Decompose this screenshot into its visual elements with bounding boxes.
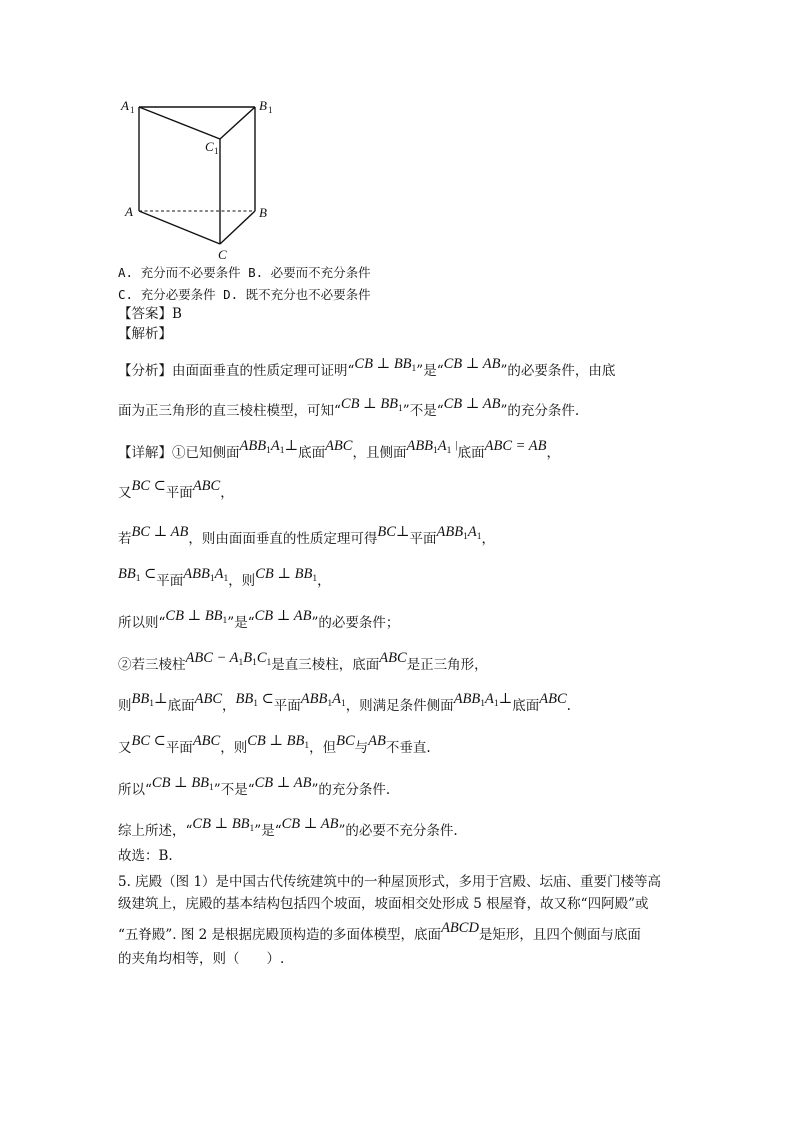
label-a1-sub: 1 (130, 105, 135, 115)
math-bc-subset: BC ⊂ (131, 733, 166, 749)
quote: ” (402, 403, 410, 419)
label-b: B (259, 205, 267, 220)
quote: “ (436, 363, 444, 379)
xiangjie-line-1: 【详解】①已知侧面$ABB_1A_1\perp$底面ABC，且侧面$ABB_1A_1$ |底面ABC = AB， (118, 438, 560, 461)
prism-figure (112, 92, 292, 267)
quote: ” (500, 363, 508, 379)
label-c1: C (205, 139, 214, 154)
text: 平面 (409, 531, 437, 547)
text: ， (317, 573, 331, 589)
text: 平面 (273, 698, 301, 714)
text: 又 (118, 740, 132, 756)
label-b1-sub: 1 (268, 105, 273, 115)
text: 平面 (156, 573, 184, 589)
text: . (566, 698, 571, 714)
math-cb-perp-bb1: CB ⊥ $BB_1$ (247, 733, 310, 751)
text: 的必要不充分条件. (345, 823, 458, 839)
math-perp: ⊥ (395, 524, 410, 540)
math-bb1-subset: $BB_1$ ⊂ (235, 691, 274, 709)
text: 是 (423, 363, 437, 379)
analysis-title: 【解析】 (118, 326, 172, 342)
math-abb1a1: $ABB_1A_1$ (436, 524, 482, 542)
text: ，则 (228, 573, 256, 589)
question-5-line-4: 的夹角均相等，则（ ）. (118, 951, 285, 967)
text: 【详解】①已知侧面 (118, 445, 240, 461)
math-cb-perp-ab: CB ⊥ AB (254, 775, 312, 791)
math-cb-perp-bb1: CB ⊥ $BB_1$ (165, 608, 228, 626)
label-a: A (125, 204, 133, 219)
text: 综上所述， (118, 823, 186, 839)
text: 是矩形，且四个侧面与底面 (478, 927, 641, 943)
xiangjie-line-9 (118, 775, 391, 804)
math-cb-perp-ab: CB ⊥ AB (443, 396, 501, 412)
quote: “ (247, 782, 255, 798)
text: 的充分条件. (507, 403, 580, 419)
options-line-1: A. 充分而不必要条件 B. 必要而不充分条件 (118, 265, 371, 280)
text: ， (546, 445, 560, 461)
question-5-line-1: 5. 庑殿（图 1）是中国古代传统建筑中的一种屋顶形式，多用于宫殿、坛庙、重要门楼等高 (118, 874, 662, 890)
fenxi-line-1 (118, 356, 616, 385)
text: ，则由面面垂直的性质定理可得 (188, 531, 378, 547)
text: “五脊殿”. 图 2 是根据庑殿顶构造的多面体模型，底面 (118, 927, 442, 943)
text: 的充分条件. (318, 782, 391, 798)
math-bc-perp-ab: BC ⊥ AB (131, 524, 189, 540)
edge-a1-c1 (139, 107, 220, 139)
xiangjie-line-8 (118, 733, 431, 762)
quote: “ (334, 403, 341, 419)
text: ，则满足条件侧面 (345, 698, 454, 714)
edge-b1-c1 (220, 107, 255, 139)
text: ， (220, 485, 234, 501)
text: 平面 (165, 740, 193, 756)
text: 是正三角形， (406, 657, 488, 673)
math-bc: BC (336, 733, 355, 749)
text: 不是 (409, 403, 437, 419)
text: 面为正三角形的直三棱柱模型，可知 (118, 403, 334, 419)
text: 底面 (512, 698, 540, 714)
text: 又 (118, 485, 132, 501)
quote: ” (213, 782, 221, 798)
quote: ” (311, 782, 319, 798)
math-cb-perp-bb1: CB ⊥ $BB_1$ (151, 775, 214, 793)
math-cb-perp-bb1: CB ⊥ $BB_1$ (354, 356, 417, 374)
xiangjie-line-4 (118, 566, 331, 595)
text: ，则 (220, 740, 248, 756)
quote: ” (416, 363, 424, 379)
math-abc: ABC (539, 691, 567, 707)
fenxi-line-2 (118, 396, 580, 425)
options-line-2: C. 充分必要条件 D. 既不充分也不必要条件 (118, 287, 371, 302)
xiangjie-line-10 (118, 816, 458, 845)
label-b1: B (259, 98, 267, 113)
quote: ” (227, 615, 235, 631)
text: ， (481, 531, 495, 547)
math-abc: ABC (192, 478, 221, 494)
xiangjie-line-7 (118, 691, 571, 720)
quote: “ (347, 363, 355, 379)
math-abb1a1: $ABB_1A_1$ (300, 691, 346, 709)
text: 则 (118, 698, 132, 714)
text: 与 (354, 740, 369, 756)
quote: ” (500, 403, 508, 419)
math-abb1a1: $ABB_1A_1$ (406, 438, 452, 456)
math-ab: AB (368, 733, 386, 749)
math-cb-perp-bb1: CB ⊥ $BB_1$ (192, 816, 255, 834)
xiangjie-line-2 (118, 478, 234, 502)
math-cb-perp-bb1: CB ⊥ $BB_1$ (340, 396, 403, 414)
math-cb-perp-bb1: CB ⊥ $BB_1$ (255, 566, 318, 584)
text: 底面 (457, 445, 485, 461)
quote: “ (158, 615, 166, 631)
xiangjie-line-3 (118, 524, 495, 553)
math-perp: ⊥ (153, 691, 168, 707)
math-abc: ABC (192, 733, 221, 749)
text: ，但 (309, 740, 337, 756)
label-c: C (218, 247, 227, 262)
math-abb1a1: $ABB_1A_1$ (453, 691, 499, 709)
text: 若 (118, 531, 132, 547)
quote: “ (145, 782, 152, 798)
math-abc: ABC (194, 691, 222, 707)
text: 是 (234, 615, 248, 631)
math-bc: BC (377, 524, 396, 540)
quote: ” (254, 823, 262, 839)
math-abc: ABC (379, 650, 407, 666)
math-abb1a1: $ABB_1A_1$ (183, 566, 229, 584)
math-bc-subset: BC ⊂ (131, 478, 166, 494)
text: 不是 (220, 782, 248, 798)
label-c1-sub: 1 (214, 146, 219, 156)
edge-a-c (139, 211, 220, 244)
text: 【分析】由面面垂直的性质定理可证明 (118, 363, 348, 379)
math-abb1a1: $ABB_1A_1$ (239, 438, 285, 456)
text: 底面 (298, 445, 326, 461)
edge-b-c (220, 211, 255, 244)
label-a1: A (121, 98, 129, 113)
text: 是 (261, 823, 275, 839)
text: 所以则 (118, 615, 159, 631)
text: ，且侧面 (352, 445, 407, 461)
math-cb-perp-ab: CB ⊥ AB (281, 816, 339, 832)
text: 的必要条件，由底 (507, 363, 616, 379)
math-bb1: $BB_1$ (131, 691, 154, 709)
math-bb1-subset: $BB_1$ ⊂ (118, 566, 157, 584)
quote: “ (436, 403, 444, 419)
text: 不垂直. (385, 740, 431, 756)
question-5-line-2: 级建筑上，庑殿的基本结构包括四个坡面，坡面相交处形成 5 根屋脊，故又称“四阿殿”或 (118, 896, 649, 912)
xiangjie-line-5 (118, 608, 400, 637)
text: 底面 (167, 698, 195, 714)
math-abcd: ABCD (441, 920, 479, 936)
guxuan-line: 故选：B. (118, 848, 173, 864)
text: ②若三棱柱 (118, 657, 186, 673)
math-cb-perp-ab: CB ⊥ AB (254, 608, 312, 624)
math-prism: ABC − $A_1B_1C_1$ (185, 650, 272, 668)
text: 所以 (118, 782, 145, 798)
math-cb-perp-ab: CB ⊥ AB (443, 356, 501, 372)
math-perp: ⊥ (498, 691, 513, 707)
math-abc: ABC (325, 438, 353, 454)
quote: ” (338, 823, 346, 839)
quote: “ (185, 823, 193, 839)
text: 的必要条件； (318, 615, 400, 631)
xiangjie-line-6 (118, 650, 488, 679)
text: 平面 (165, 485, 193, 501)
math-perp: ⊥ (284, 438, 299, 454)
math-abc-eq-ab: ABC = AB (484, 438, 547, 454)
text: ， (222, 698, 236, 714)
quote: “ (274, 823, 282, 839)
quote: “ (247, 615, 255, 631)
text: 是直三棱柱，底面 (271, 657, 380, 673)
question-5-line-3 (118, 920, 641, 944)
answer-label: 【答案】B (118, 306, 182, 322)
quote: ” (311, 615, 319, 631)
